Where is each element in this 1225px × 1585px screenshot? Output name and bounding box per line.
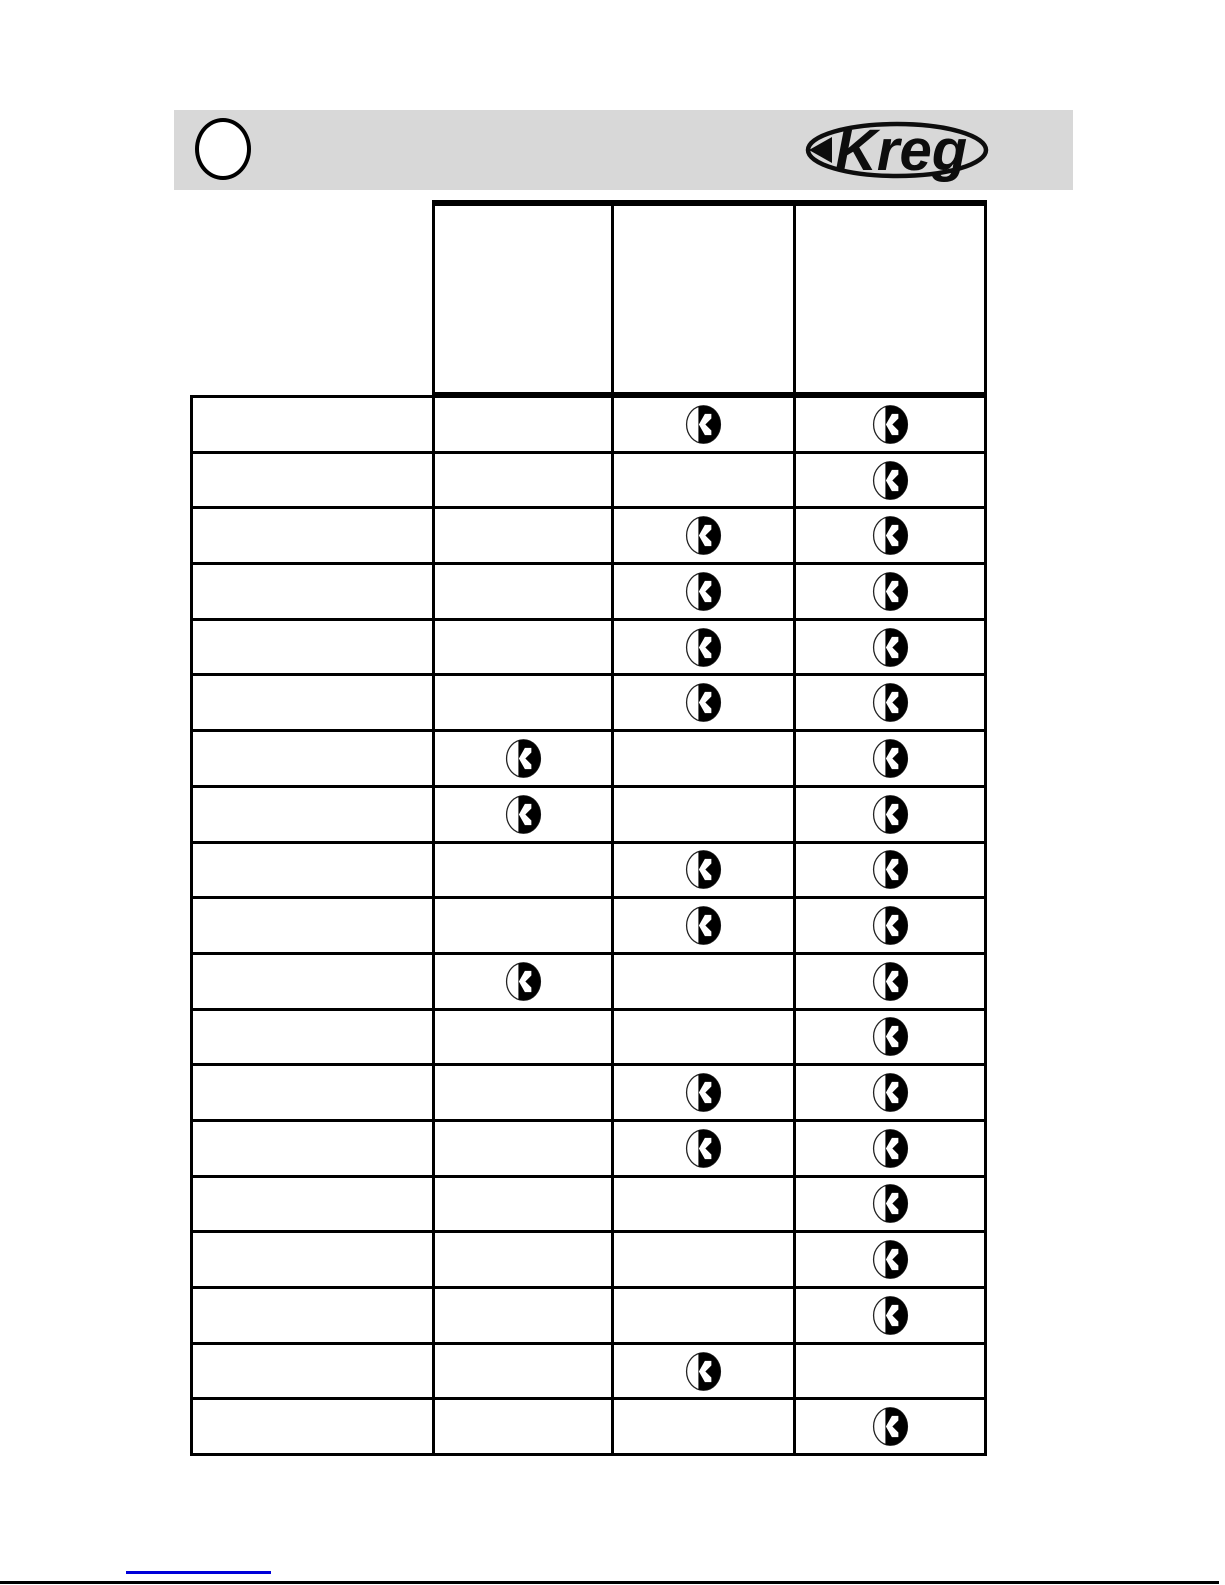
mark-cell (793, 899, 984, 952)
mark-cell (611, 1066, 793, 1119)
kreg-k-icon (685, 682, 722, 723)
row-label-cell (193, 1011, 432, 1064)
mark-cell (432, 1122, 611, 1175)
kreg-k-icon (872, 905, 909, 946)
row-label-cell (193, 454, 432, 507)
mark-cell (611, 676, 793, 729)
mark-cell (793, 1122, 984, 1175)
mark-cell (611, 788, 793, 841)
kreg-k-icon (872, 961, 909, 1002)
mark-cell (793, 732, 984, 785)
table-row (193, 618, 984, 674)
table-row (193, 729, 984, 785)
row-label-cell (193, 565, 432, 618)
mark-cell (611, 565, 793, 618)
mark-cell (432, 1233, 611, 1286)
kreg-k-icon (685, 515, 722, 556)
table-row (193, 451, 984, 507)
mark-cell (432, 398, 611, 451)
mark-cell (793, 1178, 984, 1231)
footer-link[interactable] (126, 1571, 271, 1575)
table-row (193, 1063, 984, 1119)
mark-cell (793, 1289, 984, 1342)
kreg-logo-text: Kreg (835, 118, 968, 183)
kreg-k-icon (685, 571, 722, 612)
row-label-cell (193, 676, 432, 729)
table-row (193, 506, 984, 562)
mark-cell (611, 398, 793, 451)
mark-cell (611, 1345, 793, 1398)
mark-cell (793, 955, 984, 1008)
table-row (193, 785, 984, 841)
bottom-rule (0, 1581, 1219, 1584)
kreg-k-icon (872, 1239, 909, 1280)
mark-cell (432, 565, 611, 618)
mark-cell (432, 1400, 611, 1453)
mark-cell (611, 621, 793, 674)
table-row (193, 673, 984, 729)
kreg-k-icon (685, 627, 722, 668)
kreg-k-icon (872, 1295, 909, 1336)
table-row (193, 1230, 984, 1286)
mark-cell (432, 955, 611, 1008)
row-label-cell (193, 1178, 432, 1231)
mark-cell (611, 844, 793, 897)
kreg-k-icon (872, 849, 909, 890)
mark-cell (793, 1066, 984, 1119)
mark-cell (611, 1289, 793, 1342)
table-row (193, 1175, 984, 1231)
table-header-row (432, 200, 987, 395)
mark-cell (432, 1178, 611, 1231)
mark-cell (432, 1345, 611, 1398)
mark-cell (611, 732, 793, 785)
header-cell-2 (611, 206, 793, 392)
mark-cell (793, 1233, 984, 1286)
row-label-cell (193, 1066, 432, 1119)
kreg-k-icon (505, 961, 542, 1002)
table-row (193, 952, 984, 1008)
mark-cell (793, 1011, 984, 1064)
mark-cell (793, 454, 984, 507)
row-label-cell (193, 1400, 432, 1453)
mark-cell (432, 621, 611, 674)
row-label-cell (193, 899, 432, 952)
mark-cell (611, 454, 793, 507)
kreg-k-icon (685, 1072, 722, 1113)
kreg-k-icon (872, 1183, 909, 1224)
kreg-logo (801, 111, 993, 189)
mark-cell (432, 676, 611, 729)
kreg-k-icon (872, 682, 909, 723)
kreg-k-icon (685, 1128, 722, 1169)
kreg-k-icon (872, 627, 909, 668)
kreg-k-icon (685, 404, 722, 445)
mark-cell (432, 1011, 611, 1064)
table-body (190, 395, 987, 1456)
mark-cell (432, 1289, 611, 1342)
row-label-cell (193, 1122, 432, 1175)
kreg-k-icon (872, 404, 909, 445)
table-row (193, 1286, 984, 1342)
mark-cell (432, 1066, 611, 1119)
mark-cell (611, 955, 793, 1008)
mark-cell (793, 788, 984, 841)
row-label-cell (193, 732, 432, 785)
mark-cell (611, 899, 793, 952)
kreg-k-icon (685, 905, 722, 946)
table-row (193, 841, 984, 897)
row-label-cell (193, 844, 432, 897)
table-row (193, 1342, 984, 1398)
mark-cell (432, 788, 611, 841)
header-cell-1 (435, 206, 611, 392)
row-label-cell (193, 1289, 432, 1342)
mark-cell (793, 565, 984, 618)
row-label-cell (193, 621, 432, 674)
mark-cell (611, 1178, 793, 1231)
mark-cell (432, 844, 611, 897)
table-row (193, 1008, 984, 1064)
mark-cell (793, 621, 984, 674)
kreg-k-icon (505, 794, 542, 835)
row-label-cell (193, 1233, 432, 1286)
kreg-k-icon (505, 738, 542, 779)
kreg-k-icon (872, 460, 909, 501)
mark-cell (432, 454, 611, 507)
kreg-k-icon (685, 1351, 722, 1392)
mark-cell (432, 509, 611, 562)
kreg-k-icon (685, 849, 722, 890)
mark-cell (611, 1233, 793, 1286)
kreg-k-icon (872, 738, 909, 779)
table-row (193, 1397, 984, 1453)
mark-cell (432, 899, 611, 952)
mark-cell (793, 844, 984, 897)
table-row (193, 398, 984, 451)
row-label-cell (193, 788, 432, 841)
mark-cell (793, 676, 984, 729)
mark-cell (793, 398, 984, 451)
kreg-k-icon (872, 1128, 909, 1169)
row-label-cell (193, 398, 432, 451)
header-bar (174, 110, 1073, 190)
row-label-cell (193, 1345, 432, 1398)
table-row (193, 896, 984, 952)
kreg-k-icon (872, 1406, 909, 1447)
page-number-circle (195, 118, 251, 180)
mark-cell (793, 1400, 984, 1453)
mark-cell (611, 1122, 793, 1175)
mark-cell (611, 1011, 793, 1064)
kreg-k-icon (872, 794, 909, 835)
mark-cell (793, 509, 984, 562)
row-label-cell (193, 955, 432, 1008)
mark-cell (611, 509, 793, 562)
header-cell-3 (793, 206, 984, 392)
mark-cell (793, 1345, 984, 1398)
mark-cell (432, 732, 611, 785)
table-row (193, 562, 984, 618)
kreg-k-icon (872, 571, 909, 612)
mark-cell (611, 1400, 793, 1453)
row-label-cell (193, 509, 432, 562)
kreg-k-icon (872, 1072, 909, 1113)
kreg-k-icon (872, 1016, 909, 1057)
kreg-k-icon (872, 515, 909, 556)
table-row (193, 1119, 984, 1175)
